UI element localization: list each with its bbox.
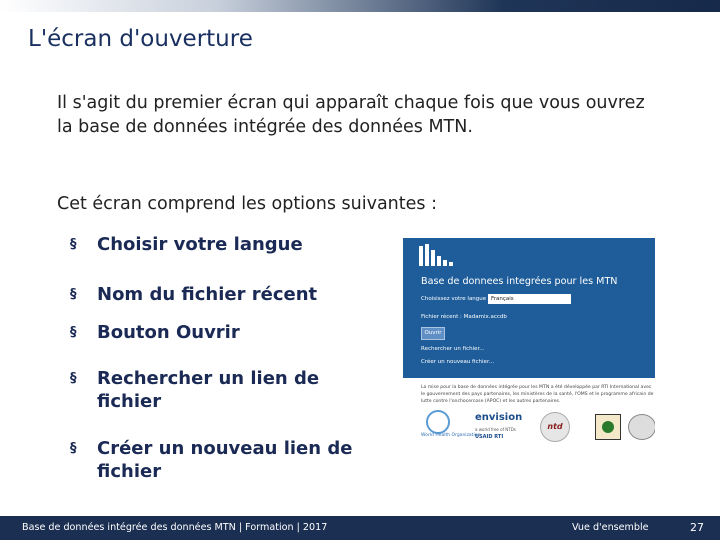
- envision-name: envision: [475, 412, 523, 423]
- option-item: [70, 321, 360, 344]
- option-label: Choisir votre langue: [97, 234, 303, 255]
- slide-title: L'écran d'ouverture: [28, 26, 253, 52]
- bullet-icon: §: [70, 287, 77, 302]
- search-file-link[interactable]: Rechercher un fichier...: [421, 346, 485, 352]
- globe-icon: [426, 410, 450, 434]
- option-label: Créer un nouveau lien de fichier: [97, 438, 353, 482]
- envision-tagline: a world free of NTDs: [475, 427, 516, 432]
- bullet-icon: §: [70, 441, 77, 456]
- bullet-icon: §: [70, 371, 77, 386]
- bullet-icon: §: [70, 237, 77, 252]
- apoc-logo: [595, 410, 623, 446]
- open-button[interactable]: Ouvrir: [421, 327, 445, 340]
- new-file-link[interactable]: Créer un nouveau fichier...: [421, 359, 494, 365]
- envision-logo: [475, 410, 527, 446]
- who-label: World Health Organization: [421, 433, 481, 438]
- footer-course-info: Base de données intégrée des données MTN | Formation | 2017: [22, 522, 328, 533]
- footer-bar: [0, 516, 720, 540]
- screenshot-title: Base de donnees integrées pour les MTN: [421, 276, 618, 287]
- language-select[interactable]: Français: [488, 294, 571, 304]
- page-number: 27: [690, 521, 704, 534]
- option-label: Nom du fichier récent: [97, 284, 318, 305]
- option-item: [70, 233, 360, 256]
- opening-screen-screenshot: [403, 238, 655, 458]
- screenshot-description: La mise pour la base de données intégrée pour les MTN a été développée par RTI International avec le gouvernement des pays partenaires, les ministères de la santé, l'OMS et le programme africain de lutte contre l'onchocercose (APOC) et les autres partenaires.: [421, 385, 654, 404]
- ntd-label: ntd: [540, 412, 570, 442]
- option-item: [70, 437, 360, 483]
- option-label: Rechercher un lien de fichier: [97, 368, 320, 412]
- screenshot-header: [403, 238, 655, 378]
- options-intro: Cet écran comprend les options suivantes :: [57, 194, 437, 214]
- intro-paragraph: Il s'agit du premier écran qui apparaît chaque fois que vous ouvrez la base de données intégrée des données MTN.: [57, 93, 645, 137]
- option-item: [70, 367, 360, 413]
- envision-partners: USAID RTI: [475, 434, 504, 440]
- option-item: [70, 283, 360, 306]
- top-gradient-bar: [0, 0, 720, 12]
- partner-seal-logo: [628, 410, 655, 446]
- recent-file-label: Fichier récent : Madamix.accdb: [421, 314, 507, 320]
- language-label: Choisissez votre langue: [421, 296, 487, 302]
- ntd-logo: [540, 410, 570, 446]
- option-label: Bouton Ouvrir: [97, 322, 240, 343]
- bar-chart-logo-icon: [419, 244, 459, 266]
- bullet-icon: §: [70, 325, 77, 340]
- overview-link[interactable]: Vue d'ensemble: [572, 522, 649, 533]
- who-logo: [421, 410, 481, 446]
